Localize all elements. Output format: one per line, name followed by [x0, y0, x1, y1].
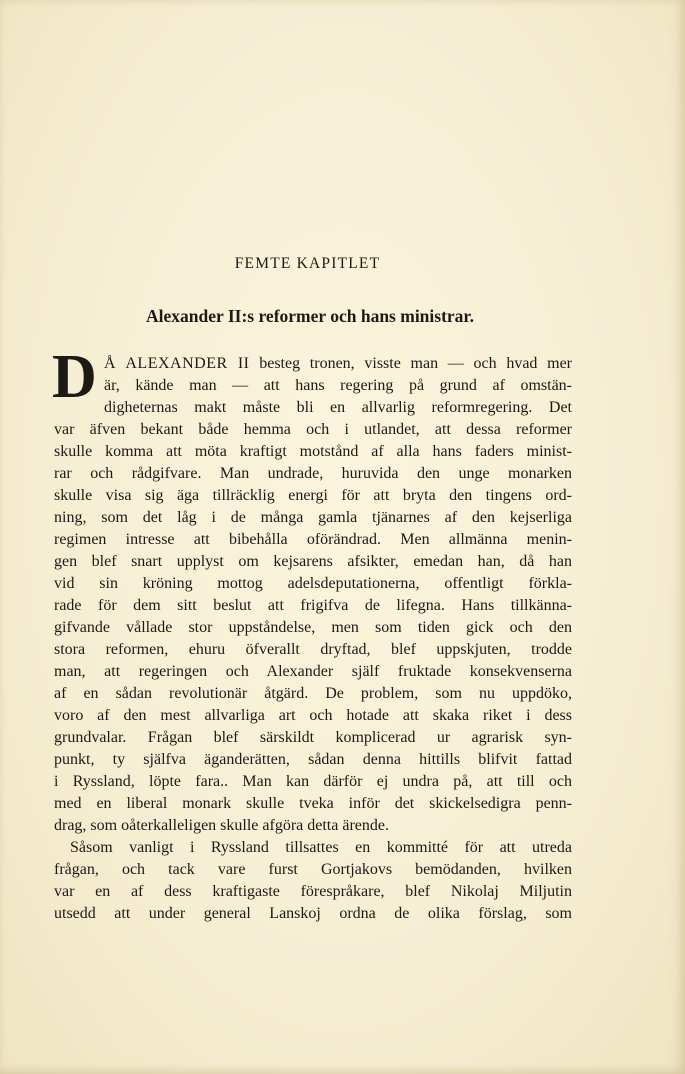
text-line: ning, som det låg i de många gamla tjänarnes af den kejserliga — [54, 509, 572, 526]
text-line: var en af dess kraftigaste förespråkare, blef Nikolaj Miljutin — [54, 883, 572, 900]
text-line: skulle komma att möta kraftigt motstånd af alla hans faders minist- — [54, 443, 572, 460]
text-line: stora reformen, ehuru öfverallt dryftad, blef uppskjuten, trodde — [54, 641, 572, 658]
text-line: frågan, och tack vare furst Gortjakovs bemödanden, hvilken — [54, 861, 572, 878]
text-line: skulle visa sig äga tillräcklig energi för att bryta den tingens ord- — [54, 487, 572, 504]
text-line: utsedd att under general Lanskoj ordna de olika förslag, som — [54, 905, 572, 922]
text-line: af en sådan revolutionär åtgärd. De problem, som nu uppdöko, — [54, 685, 572, 702]
opening-small-caps: Å ALEXANDER II — [104, 355, 250, 372]
text-line: punkt, ty själfva äganderätten, sådan denna hittills blifvit fattad — [54, 751, 572, 768]
text-line: man, att regeringen och Alexander själf fruktade konsekvenserna — [54, 663, 572, 680]
text-line: i Ryssland, löpte fara.. Man kan därför ej undra på, att till och — [54, 773, 572, 790]
text-line: grundvalar. Frågan blef särskildt komplicerad ur agrarisk syn- — [54, 729, 572, 746]
text-line: voro af den mest allvarliga art och hotade att skaka riket i dess — [54, 707, 572, 724]
text-line: rade för dem sitt beslut att frigifva de lifegna. Hans tillkänna- — [54, 597, 572, 614]
text-line: är, kände man — att hans regering på grund af omstän- — [104, 377, 572, 394]
text-line: med en liberal monark skulle tveka inför det skickelsedigra penn- — [54, 795, 572, 812]
text-line: vid sin kröning mottog adelsdeputationerna, offentligt förkla- — [54, 575, 572, 592]
text-line: rar och rådgifvare. Man undrade, huruvida den unge monarken — [54, 465, 572, 482]
drop-cap: D — [52, 343, 97, 411]
text-line — [104, 354, 572, 374]
chapter-label: FEMTE KAPITLET — [234, 255, 381, 272]
chapter-title: Alexander II:s reformer och hans ministrar. — [146, 306, 474, 326]
text-line: var äfven bekant både hemma och i utlandet, att dessa reformer — [54, 421, 572, 438]
text-line: Såsom vanligt i Ryssland tillsattes en kommitté för att utreda — [70, 839, 572, 856]
text-line-continuation: besteg tronen, visste man — och hvad mer — [249, 355, 572, 372]
text-line: digheternas makt måste bli en allvarlig reformregering. Det — [104, 399, 572, 416]
text-line: gifvande vållade stor uppståndelse, men som tiden gick och den — [54, 619, 572, 636]
text-line: regimen intresse att bibehålla oförändrad. Men allmänna menin- — [54, 531, 572, 548]
text-line: gen blef snart upplyst om kejsarens afsikter, emedan han, då han — [54, 553, 572, 570]
text-line: drag, som oåterkalleligen skulle afgöra detta ärende. — [54, 817, 389, 834]
